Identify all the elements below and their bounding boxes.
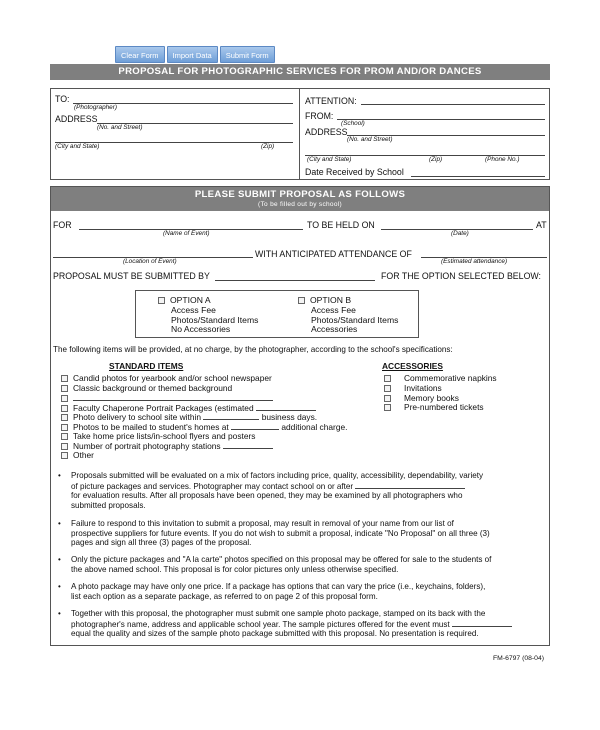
paragraph-line: prospective suppliers for future events. If you do not wish to submit a proposal, indicate "No Proposal" on all three (3)	[71, 528, 490, 538]
paragraph-line: of picture packages and services. Photographer may contact school on or after	[71, 481, 354, 491]
standard-item-blank-field[interactable]	[73, 393, 273, 401]
option-b-line1: Access Fee	[311, 304, 356, 315]
standard-item-label: Number of portrait photography stations	[73, 441, 221, 452]
city-state-hint: (City and State)	[55, 143, 100, 150]
standard-item-label: Other	[73, 449, 94, 460]
standard-item-checkbox[interactable]	[61, 405, 68, 412]
standard-item-checkbox[interactable]	[61, 443, 68, 450]
paragraph-line: A photo package may have only one price. If a package has options that can vary the price (i.e., keychains, folders),	[71, 582, 486, 591]
paragraph-line: for evaluation results. After all proposals have been opened, they may be examined by all photographers who	[71, 491, 463, 501]
zip2-hint: (Zip)	[429, 156, 443, 163]
for-label: FOR	[53, 220, 72, 230]
intro-text: The following items will be provided, at no charge, by the photographer, according to the school's specifications:	[53, 345, 453, 354]
address-divider	[299, 89, 300, 180]
chaperone-estimate-field[interactable]	[256, 403, 316, 411]
photographer-hint: (Photographer)	[74, 104, 117, 111]
standard-item[interactable]	[61, 441, 381, 451]
form-number: FM-6797 (08-04)	[493, 655, 544, 662]
submit-section	[50, 186, 550, 646]
standard-item-label: Faculty Chaperone Portrait Packages (estimated	[73, 402, 254, 413]
standard-item[interactable]	[61, 403, 381, 413]
location-hint: (Location of Event)	[123, 258, 177, 265]
standard-item-label: Photo delivery to school site within	[73, 412, 202, 423]
accessory-label: Memory books	[404, 392, 459, 403]
accessory-item[interactable]	[384, 403, 497, 413]
attendance-label: WITH ANTICIPATED ATTENDANCE OF	[255, 249, 412, 259]
paragraph-failure	[58, 519, 545, 548]
form-toolbar	[115, 46, 275, 63]
school-hint: (School)	[341, 120, 365, 127]
paragraph-sample	[58, 609, 545, 639]
standard-item[interactable]	[61, 412, 381, 422]
submit-section-title: PLEASE SUBMIT PROPOSAL AS FOLLOWS	[194, 189, 406, 200]
standard-item[interactable]	[61, 432, 381, 442]
accessory-checkbox[interactable]	[384, 385, 391, 392]
standard-item-checkbox[interactable]	[61, 375, 68, 382]
standard-item-label: Photos to be mailed to student's homes at	[73, 421, 229, 432]
bullet-icon: •	[58, 555, 61, 564]
form-title: PROPOSAL FOR PHOTOGRAPHIC SERVICES FOR PROM AND/OR DANCES	[118, 66, 482, 77]
paragraph-line: Proposals submitted will be evaluated on a mix of factors including price, quality, accessibility, dependability, variety	[71, 471, 484, 480]
accessories-heading: ACCESSORIES	[382, 361, 443, 371]
at-label: AT	[536, 220, 547, 230]
standard-item[interactable]	[61, 451, 381, 461]
import-data-button[interactable]: Import Data	[167, 46, 218, 63]
paragraph-evaluation	[58, 471, 545, 510]
paragraph-line: Failure to respond to this invitation to submit a proposal, may result in removal of your name from our list of	[71, 519, 454, 528]
accessory-label: Commemorative napkins	[404, 373, 497, 383]
bullet-icon: •	[58, 519, 61, 528]
sample-year-field[interactable]	[452, 619, 512, 627]
option-a-title: OPTION A	[170, 295, 211, 305]
option-a-line2: Photos/Standard Items	[171, 314, 259, 325]
submitted-by-field[interactable]	[215, 280, 375, 281]
options-box	[135, 290, 419, 338]
standard-item-label: Classic background or themed background	[73, 382, 233, 393]
accessory-label: Pre-numbered tickets	[404, 402, 484, 413]
option-b-title: OPTION B	[310, 295, 352, 305]
address2-label: ADDRESS	[305, 127, 348, 137]
paragraph-price	[58, 582, 545, 601]
submit-section-bar	[51, 187, 549, 211]
accessory-checkbox[interactable]	[384, 395, 391, 402]
delivery-days-field[interactable]	[203, 412, 259, 420]
city-state2-hint: (City and State)	[307, 156, 352, 163]
to-label: TO:	[55, 94, 70, 104]
mail-charge-field[interactable]	[231, 422, 279, 430]
date-hint: (Date)	[451, 230, 469, 237]
option-b-line2: Photos/Standard Items	[311, 314, 399, 325]
option-b-line3: Accessories	[311, 324, 358, 335]
standard-item-checkbox[interactable]	[61, 385, 68, 392]
date-received-label: Date Received by School	[305, 167, 404, 177]
address-label: ADDRESS	[55, 114, 98, 124]
paragraph-packages	[58, 555, 545, 574]
standard-item-checkbox[interactable]	[61, 414, 68, 421]
attention-label: ATTENTION:	[305, 96, 357, 106]
standard-item-label-suffix: business days.	[261, 412, 318, 423]
accessory-checkbox[interactable]	[384, 375, 391, 382]
phone-hint: (Phone No.)	[485, 156, 520, 163]
from-field[interactable]	[337, 119, 545, 120]
standard-item-label-suffix: additional charge.	[281, 421, 348, 432]
standard-items-list	[61, 374, 381, 460]
paragraph-line: pages and sign all three (3) pages of the proposal.	[71, 538, 252, 548]
standard-item[interactable]	[61, 384, 381, 394]
standard-item-checkbox[interactable]	[61, 452, 68, 459]
paragraph-line: Together with this proposal, the photographer must submit one sample photo package, stamped on its back with the	[71, 609, 486, 618]
standard-item-checkbox[interactable]	[61, 395, 68, 402]
accessory-label: Invitations	[404, 382, 442, 393]
accessories-list	[384, 374, 497, 413]
paragraph-line: Only the picture packages and "A la carte" photos specified on this proposal may be offered for sale to the students of	[71, 555, 492, 564]
attendance-hint: (Estimated attendance)	[441, 258, 508, 265]
street-hint: (No. and Street)	[97, 124, 143, 131]
option-a-checkbox[interactable]	[158, 297, 165, 304]
standard-item-label: Take home price lists/in-school flyers and posters	[73, 430, 256, 441]
standard-items-heading: STANDARD ITEMS	[109, 361, 184, 371]
paragraph-line: equal the quality and sizes of the sample photo package submitted with this proposal. No presentation is required.	[71, 629, 479, 639]
accessory-checkbox[interactable]	[384, 404, 391, 411]
paragraph-line: the above named school. This proposal is for color pictures only unless otherwise specified.	[71, 564, 399, 574]
event-name-hint: (Name of Event)	[163, 230, 210, 237]
bullet-icon: •	[58, 471, 61, 480]
standard-item-checkbox[interactable]	[61, 433, 68, 440]
bullet-icon: •	[58, 582, 61, 591]
submitted-by-label: PROPOSAL MUST BE SUBMITTED BY	[53, 271, 210, 281]
date-received-field[interactable]	[411, 176, 545, 177]
option-a-line3: No Accessories	[171, 324, 231, 335]
submit-section-subtitle: (To be filled out by school)	[258, 201, 342, 208]
standard-item-label: Candid photos for yearbook and/or school newspaper	[73, 373, 272, 383]
evaluation-date-field[interactable]	[355, 481, 465, 489]
submit-form-button[interactable]: Submit Form	[220, 46, 275, 63]
form-title-bar	[50, 64, 550, 80]
bullet-icon: •	[58, 609, 61, 618]
paragraph-line: list each option as a separate package, as referred to on page 2 of this proposal form.	[71, 591, 378, 601]
option-selected-label: FOR THE OPTION SELECTED BELOW:	[381, 271, 542, 281]
option-a[interactable]	[158, 296, 258, 335]
zip-hint: (Zip)	[261, 143, 275, 150]
address-block	[50, 88, 550, 180]
paragraph-line: submitted proposals.	[71, 500, 146, 510]
option-b-checkbox[interactable]	[298, 297, 305, 304]
from-label: FROM:	[305, 111, 334, 121]
attention-field[interactable]	[361, 104, 545, 105]
paragraph-line: photographer's name, address and applicable school year. The sample pictures offered for the event must	[71, 619, 450, 629]
standard-item-checkbox[interactable]	[61, 424, 68, 431]
stations-field[interactable]	[223, 441, 273, 449]
standard-item[interactable]	[61, 393, 381, 403]
option-a-line1: Access Fee	[171, 304, 216, 315]
street2-hint: (No. and Street)	[347, 136, 393, 143]
held-on-label: TO BE HELD ON	[307, 220, 375, 230]
clear-form-button[interactable]: Clear Form	[115, 46, 165, 63]
option-b[interactable]	[298, 296, 398, 335]
